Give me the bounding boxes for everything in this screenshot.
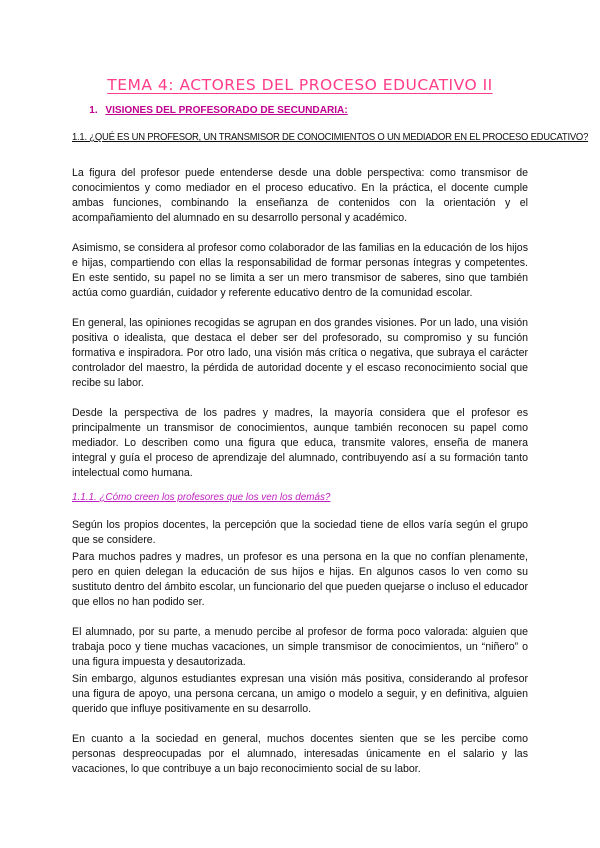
paragraph: El alumnado, por su parte, a menudo percibe al profesor de forma poco valorada: alguien que trabaja poco y tiene muchas vacaciones, un simple transmisor de conocimientos, un “niñero” o una figura impuesta y desautorizada. [72, 626, 528, 668]
paragraph: Desde la perspectiva de los padres y madres, la mayoría considera que el profesor es principalmente un transmisor de conocimientos, aunque también reconocen su papel como mediador. Lo describen como una figura que educa, transmite valores, enseña de manera integral y guía el proceso de aprendizaje del alumnado, contribuyendo así a su formación tanto intelectual como humana. [72, 407, 528, 479]
paragraph: Asimismo, se considera al profesor como colaborador de las familias en la educación de los hijos e hijas, compartiendo con ellas la responsabilidad de formar personas íntegras y competentes. En este sentido, su papel no se limita a ser un mero transmisor de saberes, sino que también actúa como guardián, cuidador y referente educativo dentro de la comunidad escolar. [72, 242, 528, 299]
paragraph: En cuanto a la sociedad en general, muchos docentes sienten que se les percibe como personas despreocupadas por el alumnado, interesadas únicamente en el salario y las vacaciones, lo que contribuye a un bajo reconocimiento social de su labor. [72, 733, 528, 775]
subsubsection-heading: 1.1.1. ¿Cómo creen los profesores que los ven los demás? [72, 491, 331, 503]
paragraph: Según los propios docentes, la percepción que la sociedad tiene de ellos varía según el grupo que se considere. [72, 519, 528, 546]
section-heading [72, 104, 510, 116]
subsection-heading: 1.1. ¿QUÉ ES UN PROFESOR, UN TRANSMISOR DE CONOCIMIENTOS O UN MEDIADOR EN EL PROCESO EDUCATIVO? [72, 132, 589, 143]
section-number: 1. [89, 104, 98, 116]
paragraph: La figura del profesor puede entenderse desde una doble perspectiva: como transmisor de conocimientos y como mediador en el proceso educativo. En la práctica, el docente cumple ambas funciones, combinando la enseñanza de contenidos con la orientación y el acompañamiento del alumnado en su desarrollo personal y académico. [72, 167, 528, 224]
paragraph: En general, las opiniones recogidas se agrupan en dos grandes visiones. Por un lado, una visión positiva o idealista, que destaca el deber ser del profesorado, su compromiso y su función formativa e inspiradora. Por otro lado, una visión más crítica o negativa, que subraya el carácter controlador del maestro, la pérdida de autoridad docente y el escaso reconocimiento social que recibe su labor. [72, 317, 528, 389]
document-title: TEMA 4: ACTORES DEL PROCESO EDUCATIVO II [107, 76, 493, 94]
section-title: VISIONES DEL PROFESORADO DE SECUNDARIA: [105, 104, 348, 116]
paragraph: Sin embargo, algunos estudiantes expresan una visión más positiva, considerando al profesor una figura de apoyo, una persona cercana, un amigo o modelo a seguir, y en definitiva, alguien querido que influye positivamente en su desarrollo. [72, 673, 528, 715]
paragraph: Para muchos padres y madres, un profesor es una persona en la que no confían plenamente, pero en quien delegan la educación de sus hijos e hijas. En algunos casos lo ven como su sustituto dentro del ámbito escolar, un funcionario del que pueden quejarse o incluso el educador que ellos no han podido ser. [72, 551, 528, 608]
